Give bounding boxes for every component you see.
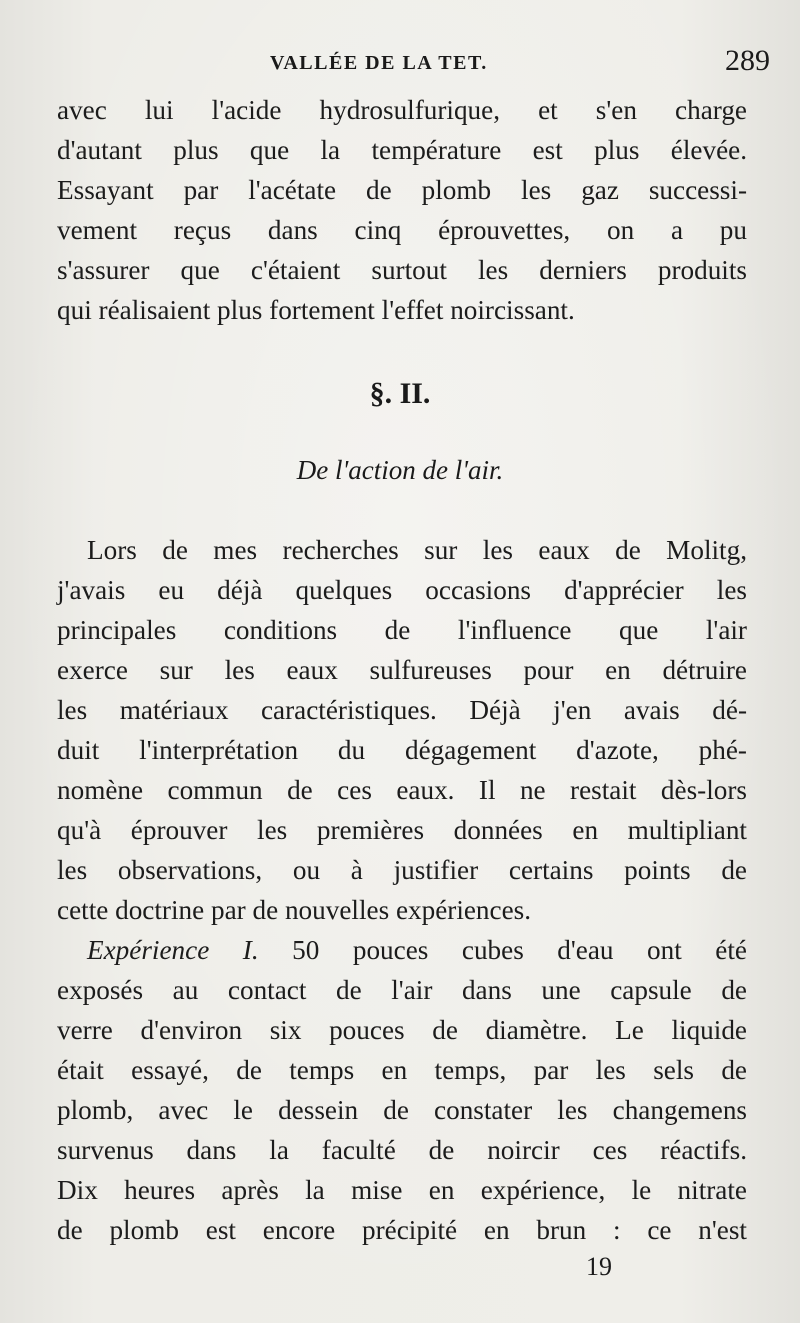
text-line: les matériaux caractéristiques. Déjà j'en avais dé- bbox=[57, 695, 747, 725]
text-line: s'assurer que c'étaient surtout les derniers produits bbox=[57, 255, 747, 285]
page-number: 289 bbox=[725, 44, 770, 77]
text-line: cette doctrine par de nouvelles expériences. bbox=[57, 895, 532, 925]
text-line: nomène commun de ces eaux. Il ne restait dès-lors bbox=[57, 775, 747, 805]
running-head: VALLÉE DE LA TET. bbox=[270, 52, 488, 74]
text-line: qu'à éprouver les premières données en multipliant bbox=[57, 815, 747, 845]
text-line: principales conditions de l'influence que l'air bbox=[57, 615, 747, 645]
text-line: duit l'interprétation du dégagement d'azote, phé- bbox=[57, 735, 747, 765]
text-line: qui réalisaient plus fortement l'effet noircissant. bbox=[57, 295, 575, 325]
paragraph-3 bbox=[57, 930, 747, 1250]
text-line: était essayé, de temps en temps, par les sels de bbox=[57, 1055, 747, 1085]
text-line: exposés au contact de l'air dans une capsule de bbox=[57, 975, 747, 1005]
section-number: §. II. bbox=[369, 377, 431, 410]
paragraph-2 bbox=[57, 530, 747, 930]
text-line: Lors de mes recherches sur les eaux de Molitg, bbox=[87, 535, 747, 565]
text-line: j'avais eu déjà quelques occasions d'apprécier les bbox=[57, 575, 747, 605]
text-line: avec lui l'acide hydrosulfurique, et s'en charge bbox=[57, 95, 747, 125]
text-line bbox=[57, 930, 747, 970]
text-line: survenus dans la faculté de noircir ces réactifs. bbox=[57, 1135, 747, 1165]
paragraph-1 bbox=[57, 90, 747, 330]
section-title: De l'action de l'air. bbox=[296, 455, 504, 485]
experiment-label: Expérience I. bbox=[87, 935, 259, 965]
text-line: Essayant par l'acétate de plomb les gaz successi- bbox=[57, 175, 747, 205]
text-line: plomb, avec le dessein de constater les changemens bbox=[57, 1095, 747, 1125]
text-segment: 50 pouces cubes d'eau ont été bbox=[258, 935, 747, 965]
text-line: d'autant plus que la température est plus élevée. bbox=[57, 135, 747, 165]
text-line: exerce sur les eaux sulfureuses pour en détruire bbox=[57, 655, 747, 685]
text-line: les observations, ou à justifier certains points de bbox=[57, 855, 747, 885]
text-line: de plomb est encore précipité en brun : ce n'est bbox=[57, 1215, 747, 1245]
text-line: verre d'environ six pouces de diamètre. Le liquide bbox=[57, 1015, 747, 1045]
text-line: vement reçus dans cinq éprouvettes, on a pu bbox=[57, 215, 747, 245]
text-line: Dix heures après la mise en expérience, le nitrate bbox=[57, 1175, 747, 1205]
signature-mark: 19 bbox=[586, 1252, 612, 1281]
